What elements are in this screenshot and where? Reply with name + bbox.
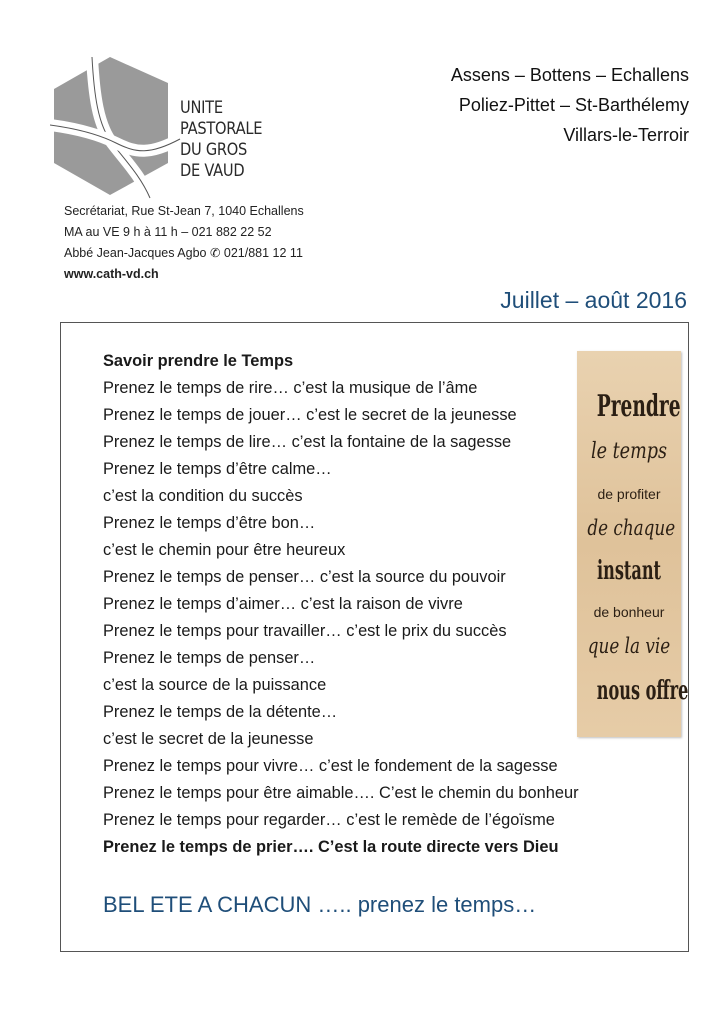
card-text: de bonheur xyxy=(593,604,665,620)
poem-line: Prenez le temps de penser… c’est la source du pouvoir xyxy=(103,568,506,586)
poem-line: Prenez le temps d’aimer… c’est la raison de vivre xyxy=(103,595,463,613)
card-text: instant xyxy=(597,556,661,586)
poem-line: Prenez le temps de jouer… c’est le secret de la jeunesse xyxy=(103,406,517,424)
parish-line: Assens – Bottens – Echallens xyxy=(450,65,689,85)
poem-line: Prenez le temps pour travailler… c’est le prix du succès xyxy=(103,622,507,640)
parish-line: Poliez-Pittet – St-Barthélemy xyxy=(458,95,689,115)
card-text: que la vie xyxy=(587,634,671,658)
poem-line: Prenez le temps de rire… c’est la musique de l’âme xyxy=(103,379,478,397)
parish-line: Villars-le-Terroir xyxy=(563,125,689,145)
issue-date: Juillet – août 2016 xyxy=(500,287,687,313)
poem-final-line: Prenez le temps de prier…. C’est la route directe vers Dieu xyxy=(103,838,559,856)
logo-text xyxy=(180,98,275,182)
contact-block xyxy=(64,201,304,285)
poem-line: c’est la source de la puissance xyxy=(103,676,327,694)
poem-line: c’est la condition du succès xyxy=(103,487,303,505)
card-text: Prendre xyxy=(596,389,681,424)
priest-contact: Abbé Jean-Jacques Agbo ✆ 021/881 12 11 xyxy=(64,246,303,260)
poem-line: Prenez le temps pour vivre… c’est le fondement de la sagesse xyxy=(103,757,558,775)
secretariat-address: Secrétariat, Rue St-Jean 7, 1040 Echallens xyxy=(64,204,304,218)
logo-line: DU GROS xyxy=(180,140,248,160)
poem-line: c’est le chemin pour être heureux xyxy=(103,541,346,559)
poem-line: Prenez le temps pour être aimable…. C’est le chemin du bonheur xyxy=(103,784,579,802)
prendre-le-temps-card xyxy=(577,351,689,737)
poem-line: Prenez le temps d’être bon… xyxy=(103,514,316,532)
poem xyxy=(103,348,579,861)
poem-line: Prenez le temps de lire… c’est la fontaine de la sagesse xyxy=(103,433,512,451)
card-text: de profiter xyxy=(597,486,661,502)
logo-line: DE VAUD xyxy=(180,161,245,181)
website-link[interactable]: www.cath-vd.ch xyxy=(64,267,159,281)
poem-title: Savoir prendre le Temps xyxy=(103,352,294,370)
office-hours: MA au VE 9 h à 11 h – 021 882 22 52 xyxy=(64,225,272,239)
poem-line: Prenez le temps de la détente… xyxy=(103,703,338,721)
closing-message: BEL ETE A CHACUN ….. prenez le temps… xyxy=(103,892,537,917)
poem-line: Prenez le temps d’être calme… xyxy=(103,460,332,478)
poem-line: Prenez le temps pour regarder… c’est le remède de l’égoïsme xyxy=(103,811,555,829)
card-text: le temps xyxy=(590,439,668,464)
parish-list xyxy=(451,60,689,150)
poem-line: Prenez le temps de penser… xyxy=(103,649,316,667)
logo-line: UNITE xyxy=(180,98,223,118)
card-text: de chaque xyxy=(587,516,676,540)
poem-line: c’est le secret de la jeunesse xyxy=(103,730,314,748)
card-text: nous offre xyxy=(596,676,689,706)
logo-line: PASTORALE xyxy=(180,119,263,139)
